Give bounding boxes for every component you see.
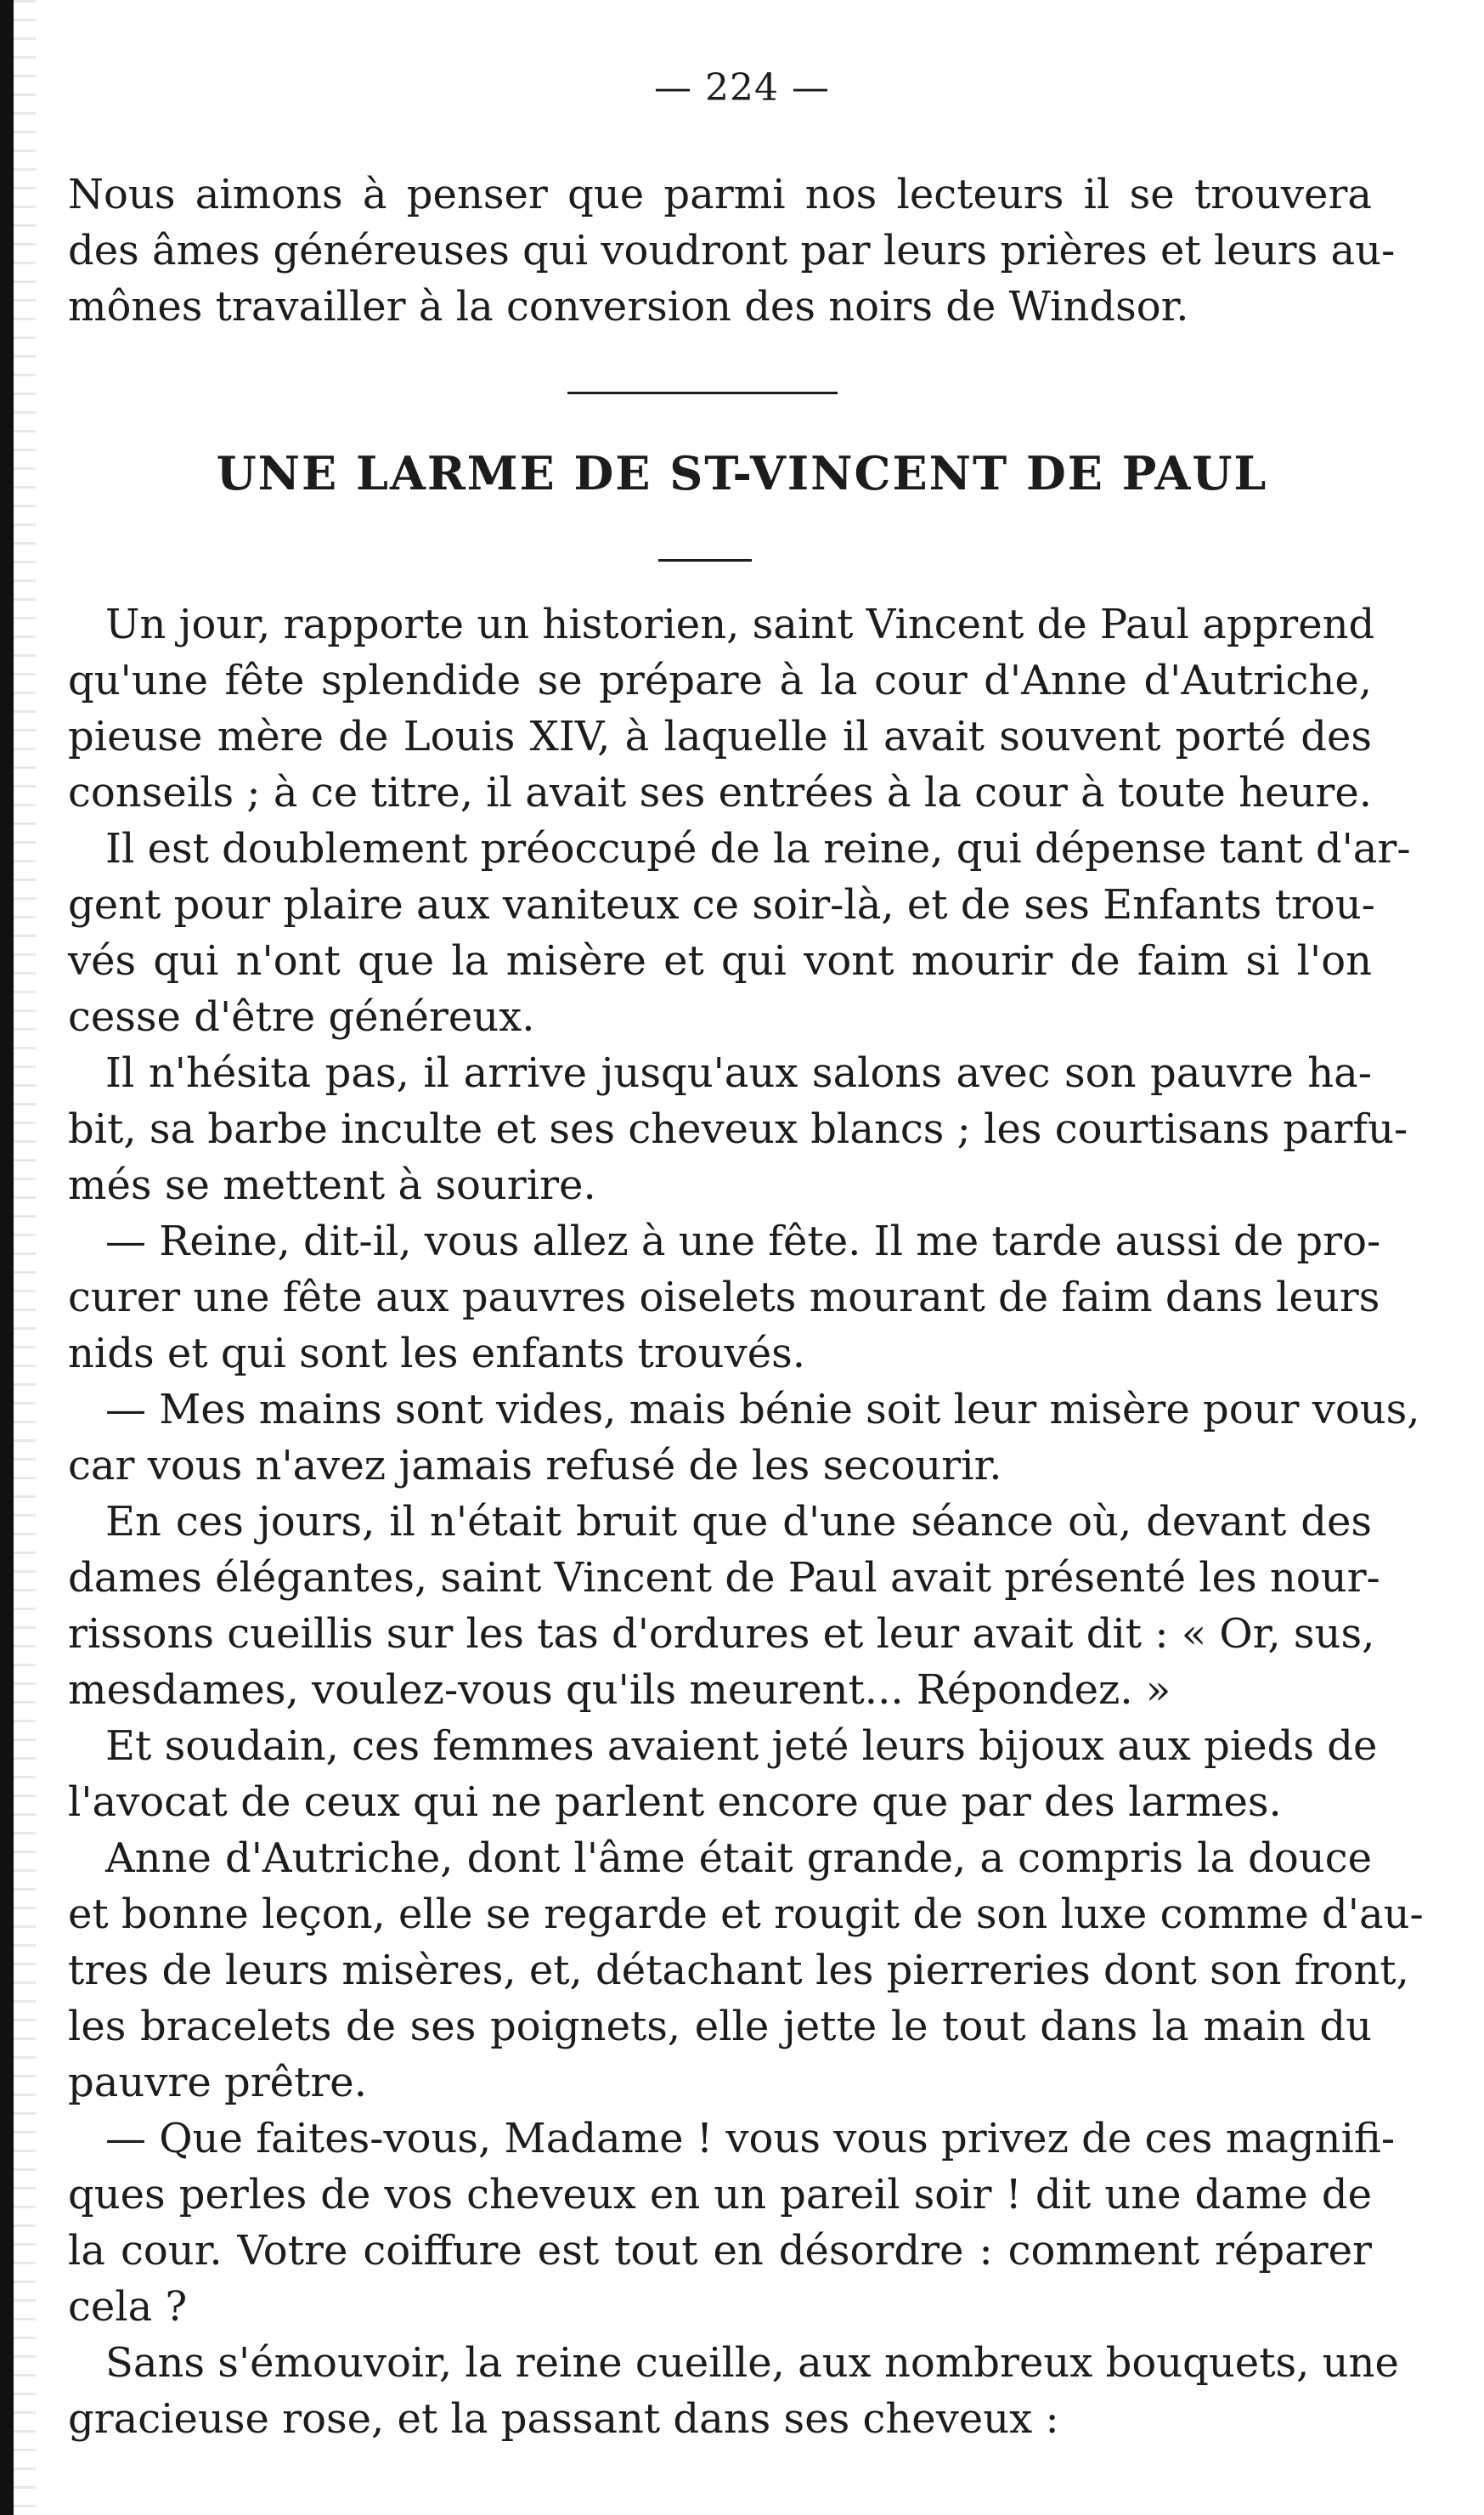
- intro-paragraph: [68, 167, 1396, 335]
- article-line: ques perles de vos cheveux en un pareil soir ! dit une dame de: [68, 2171, 1372, 2218]
- page-number: — 224 —: [654, 66, 830, 110]
- article-line: gent pour plaire aux vaniteux ce soir-là, et de ses Enfants trou-: [68, 881, 1375, 929]
- article-line: pieuse mère de Louis XIV, à laquelle il avait souvent porté des: [68, 713, 1372, 760]
- intro-line: mônes travailler à la conversion des noirs de Windsor.: [68, 283, 1189, 331]
- page-scan-speckle: [14, 0, 36, 2515]
- article-line: Et soudain, ces femmes avaient jeté leurs bijoux aux pieds de: [105, 1722, 1378, 1770]
- article-line: Il est doublement préoccupé de la reine, qui dépense tant d'ar-: [105, 825, 1411, 873]
- section-divider-top: [567, 392, 838, 394]
- article-line: qu'une fête splendide se prépare à la cour d'Anne d'Autriche,: [68, 657, 1372, 704]
- article-title: UNE LARME DE ST-VINCENT DE PAUL: [216, 446, 1268, 500]
- article-line: gracieuse rose, et la passant dans ses cheveux :: [68, 2395, 1059, 2443]
- article-line: Il n'hésita pas, il arrive jusqu'aux salons avec son pauvre ha-: [105, 1049, 1372, 1097]
- article-line: curer une fête aux pauvres oiselets mourant de faim dans leurs: [68, 1274, 1380, 1321]
- article-line: Anne d'Autriche, dont l'âme était grande, a compris la douce: [105, 1834, 1372, 1882]
- intro-line: Nous aimons à penser que parmi nos lecteurs il se trouvera: [68, 171, 1372, 218]
- article-line: Sans s'émouvoir, la reine cueille, aux nombreux bouquets, une: [105, 2339, 1399, 2387]
- article-line: et bonne leçon, elle se regarde et rougit de son luxe comme d'au-: [68, 1890, 1424, 1938]
- article-line: cela ?: [68, 2283, 188, 2331]
- article-body: [68, 596, 1424, 2447]
- intro-line: des âmes généreuses qui voudront par leurs prières et leurs au-: [68, 227, 1396, 274]
- section-divider-bottom: [658, 559, 752, 562]
- page-binding-edge: [0, 0, 14, 2515]
- article-line: cesse d'être généreux.: [68, 993, 535, 1041]
- article-line: vés qui n'ont que la misère et qui vont mourir de faim si l'on: [68, 937, 1372, 985]
- article-line: dames élégantes, saint Vincent de Paul avait présenté les nour-: [68, 1554, 1380, 1602]
- article-line: l'avocat de ceux qui ne parlent encore que par des larmes.: [68, 1778, 1282, 1826]
- article-line: — Que faites-vous, Madame ! vous vous privez de ces magnifi-: [105, 2115, 1396, 2162]
- article-line: mesdames, voulez-vous qu'ils meurent... Répondez. »: [68, 1666, 1171, 1714]
- article-line: la cour. Votre coiffure est tout en désordre : comment réparer: [68, 2227, 1372, 2275]
- article-line: rissons cueillis sur les tas d'ordures et leur avait dit : « Or, sus,: [68, 1610, 1375, 1658]
- article-line: les bracelets de ses poignets, elle jette le tout dans la main du: [68, 2003, 1372, 2050]
- article-line: nids et qui sont les enfants trouvés.: [68, 1330, 805, 1377]
- article-line: — Mes mains sont vides, mais bénie soit leur misère pour vous,: [105, 1386, 1420, 1433]
- article-line: car vous n'avez jamais refusé de les secourir.: [68, 1442, 1002, 1489]
- article-line: conseils ; à ce titre, il avait ses entrées à la cour à toute heure.: [68, 769, 1372, 817]
- article-line: pauvre prêtre.: [68, 2059, 367, 2106]
- article-line: En ces jours, il n'était bruit que d'une séance où, devant des: [105, 1498, 1372, 1546]
- article-line: Un jour, rapporte un historien, saint Vincent de Paul apprend: [105, 601, 1375, 648]
- article-line: — Reine, dit-il, vous allez à une fête. Il me tarde aussi de pro-: [105, 1218, 1381, 1265]
- article-line: tres de leurs misères, et, détachant les pierreries dont son front,: [68, 1947, 1409, 1994]
- article-line: més se mettent à sourire.: [68, 1161, 596, 1209]
- article-line: bit, sa barbe inculte et ses cheveux blancs ; les courtisans parfu-: [68, 1105, 1408, 1153]
